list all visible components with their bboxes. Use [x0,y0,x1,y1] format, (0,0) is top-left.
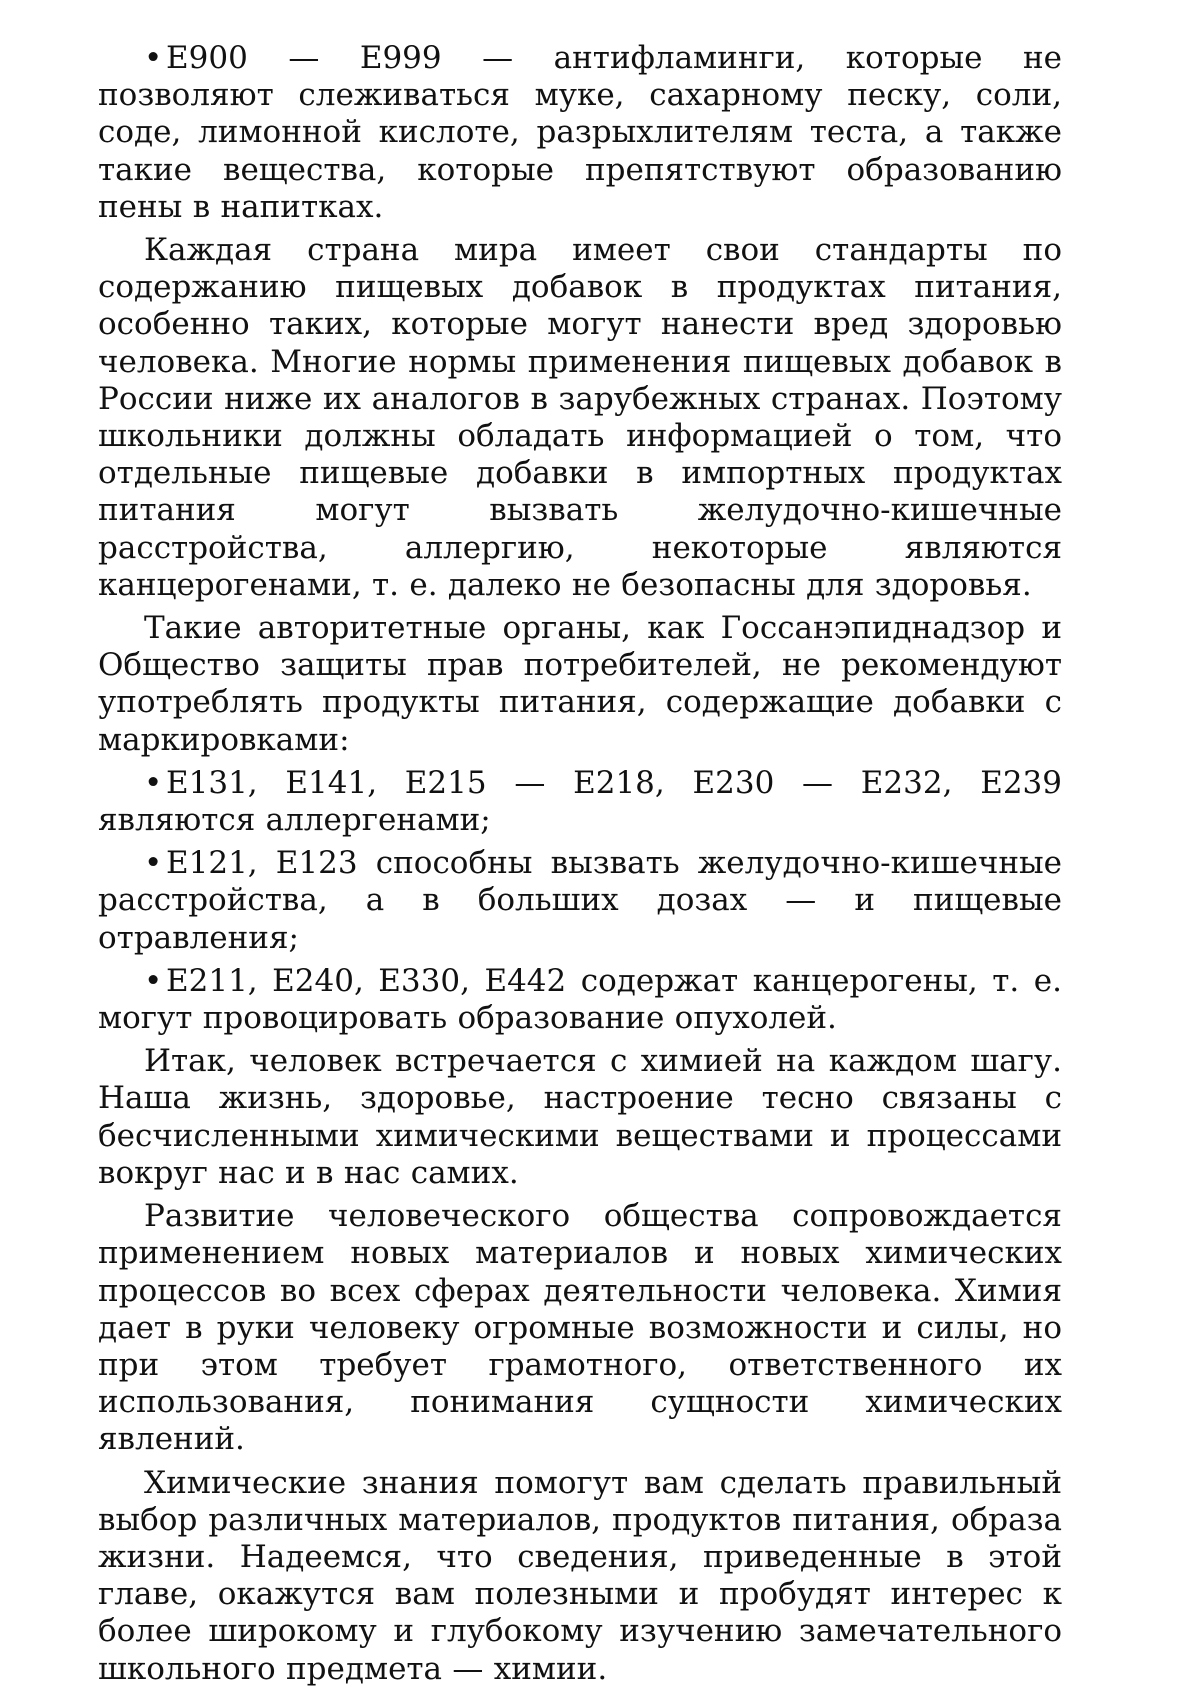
paragraph-text: Развитие человеческого общества сопровождается применением новых материалов и новых химических процессов во всех сферах деятельности человека. Химия дает в руки человеку огромные возможности и силы, но при этом требует грамотного, ответственного их использования, понимания сущности химических явлений. [98,1198,1062,1458]
paragraph-country-standards [98,232,1062,604]
paragraph-text: Каждая страна мира имеет свои стандарты по содержанию пищевых добавок в продуктах питания, особенно таких, которые могут нанести вред здоровью человека. Многие нормы применения пищевых добавок в России ниже их аналогов в зарубежных странах. Поэтому школьники должны обладать информацией о том, что отдельные пищевые добавки в импортных продуктах питания могут вызвать желудочно-кишечные расстройства, аллергию, некоторые являются канцерогенами, т. е. далеко не безопасны для здоровья. [98,232,1062,603]
paragraph-chemistry-everywhere [98,1043,1062,1192]
paragraph-chemical-knowledge [98,1465,1062,1688]
paragraph-text: Химические знания помогут вам сделать правильный выбор различных материалов, продуктов питания, образа жизни. Надеемся, что сведения, приведенные в этой главе, окажутся вам полезными и пробудят интерес к более широкому и глубокому изучению замечательного школьного предмета — химии. [98,1464,1062,1687]
bullet-carcinogens [98,963,1062,1037]
paragraph-text: E900 — E999 — антифламинги, которые не позволяют слеживаться муке, сахарному песку, соли, соде, лимонной кислоте, разрыхлителям теста, а также такие вещества, которые препятствуют образованию пены в напитках. [98,40,1062,225]
bullet-dot: • [144,845,163,882]
paragraph-society-development [98,1198,1062,1458]
paragraph-text: Такие авторитетные органы, как Госсанэпиднадзор и Общество защиты прав потребителей, не рекомендуют употреблять продукты питания, содержащие добавки с маркировками: [98,610,1062,758]
paragraph-text: E211, E240, E330, E442 содержат канцерогены, т. е. могут провоцировать образование опухолей. [98,962,1062,1037]
paragraph-authorities [98,610,1062,759]
bullet-gastro [98,845,1062,957]
bullet-dot: • [144,962,163,999]
paragraph-text: Итак, человек встречается с химией на каждом шагу. Наша жизнь, здоровье, настроение тесно связаны с бесчисленными химическими веществами и процессами вокруг нас и в нас самих. [98,1043,1062,1191]
bullet-dot: • [144,40,163,76]
paragraph-text: E121, E123 способны вызвать желудочно-кишечные расстройства, а в больших дозах — и пищевые отравления; [98,845,1062,956]
bullet-dot: • [144,764,163,801]
bullet-e900-antiflaming [98,40,1062,226]
paragraph-text: E131, E141, E215 — E218, E230 — E232, E239 являются аллергенами; [98,764,1062,839]
bullet-allergens [98,765,1062,839]
